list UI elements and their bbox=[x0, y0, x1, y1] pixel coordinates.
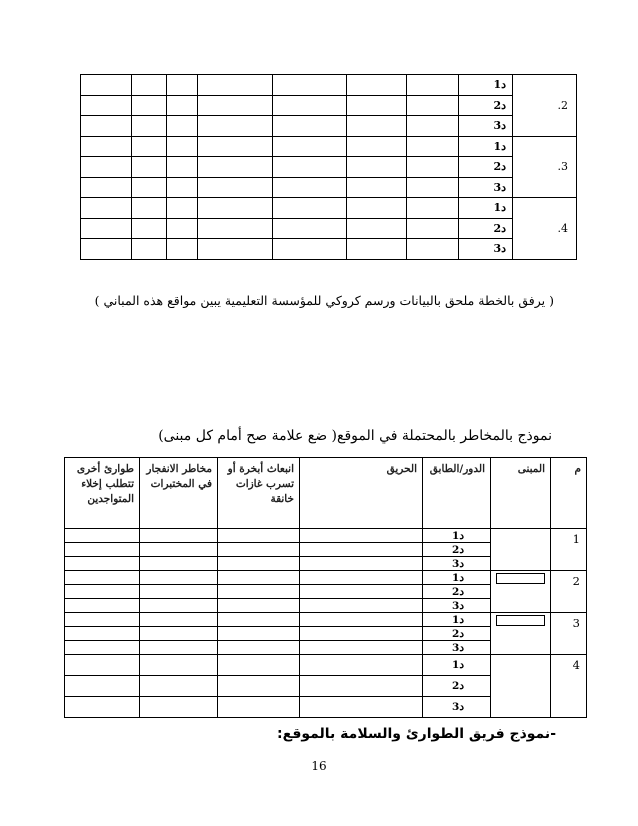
group-index: 3 bbox=[551, 613, 587, 655]
hazard-form-title: نموذج بالمخاطر بالمحتملة في الموقع( ضع علامة صح أمام كل مبنى) bbox=[158, 428, 552, 444]
header-explosion: مخاطر الانفجار في المختبرات bbox=[140, 458, 218, 529]
floor-cell: د1 bbox=[459, 198, 513, 219]
group-index: 2 bbox=[551, 571, 587, 613]
floor-cell: د1 bbox=[423, 571, 491, 585]
floor-cell: د1 bbox=[459, 136, 513, 157]
header-floor: الدور/الطابق bbox=[423, 458, 491, 529]
group-index: .3 bbox=[513, 136, 577, 198]
floor-cell: د3 bbox=[459, 177, 513, 198]
floor-cell: د1 bbox=[423, 613, 491, 627]
header-fire: الحريق bbox=[300, 458, 423, 529]
table-row bbox=[81, 177, 577, 198]
building-cell bbox=[491, 613, 551, 655]
floor-cell: د3 bbox=[459, 116, 513, 137]
building-cell bbox=[491, 529, 551, 571]
attachment-note: ( يرفق بالخطة ملحق بالبيانات ورسم كروكي للمؤسسة التعليمية يبين مواقع هذه المباني ) bbox=[94, 293, 554, 308]
group-index: .2 bbox=[513, 75, 577, 137]
table-row bbox=[81, 157, 577, 178]
buildings-table bbox=[80, 74, 577, 260]
floor-cell: د2 bbox=[423, 543, 491, 557]
building-cell bbox=[491, 655, 551, 718]
building-subcell bbox=[496, 615, 545, 626]
table-row bbox=[65, 571, 587, 585]
floor-cell: د3 bbox=[423, 697, 491, 718]
table-row bbox=[81, 116, 577, 137]
table-row bbox=[81, 218, 577, 239]
floor-cell: د2 bbox=[459, 157, 513, 178]
team-form-title: -نموذج فريق الطوارئ والسلامة بالموقع: bbox=[277, 726, 556, 742]
table-row bbox=[81, 95, 577, 116]
floor-cell: د3 bbox=[423, 557, 491, 571]
table-row bbox=[81, 136, 577, 157]
table-row bbox=[81, 75, 577, 96]
table-row bbox=[65, 613, 587, 627]
table-row bbox=[65, 529, 587, 543]
floor-cell: د2 bbox=[459, 218, 513, 239]
table-row bbox=[81, 239, 577, 260]
floor-cell: د3 bbox=[423, 641, 491, 655]
header-number: م bbox=[551, 458, 587, 529]
header-other-emergencies: طوارئ أخرى تتطلب إخلاء المتواجدين bbox=[65, 458, 140, 529]
table-row bbox=[65, 655, 587, 676]
group-index: .4 bbox=[513, 198, 577, 260]
floor-cell: د3 bbox=[459, 239, 513, 260]
page-number: 16 bbox=[311, 759, 327, 773]
header-building: المبنى bbox=[491, 458, 551, 529]
floor-cell: د1 bbox=[459, 75, 513, 96]
group-index: 1 bbox=[551, 529, 587, 571]
floor-cell: د2 bbox=[423, 627, 491, 641]
hazards-table bbox=[64, 457, 587, 718]
table-header-row bbox=[65, 458, 587, 529]
floor-cell: د2 bbox=[423, 676, 491, 697]
floor-cell: د3 bbox=[423, 599, 491, 613]
floor-cell: د1 bbox=[423, 529, 491, 543]
table-row bbox=[81, 198, 577, 219]
group-index: 4 bbox=[551, 655, 587, 718]
floor-cell: د2 bbox=[459, 95, 513, 116]
floor-cell: د2 bbox=[423, 585, 491, 599]
floor-cell: د1 bbox=[423, 655, 491, 676]
header-gas: انبعاث أبخرة أو تسرب غازات خانقة bbox=[218, 458, 300, 529]
building-subcell bbox=[496, 573, 545, 584]
building-cell bbox=[491, 571, 551, 613]
